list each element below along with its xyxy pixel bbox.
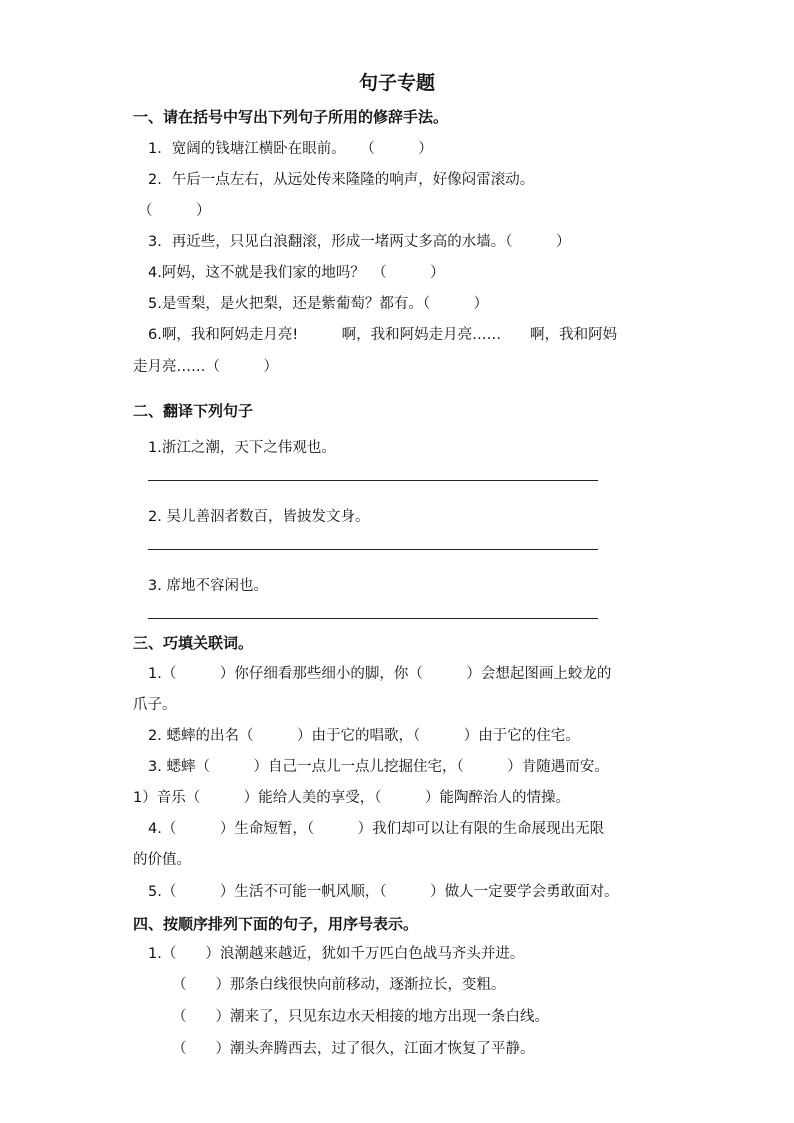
section1-line-6: 6.啊，我和阿妈走月亮! 啊，我和阿妈走月亮…… 啊，我和阿妈 xyxy=(148,327,618,343)
section2-item-2: 2. 吴儿善泅者数百，皆披发文身。 xyxy=(148,509,370,525)
section2-item-3: 3. 席地不容闲也。 xyxy=(148,578,268,594)
section1-line-3: 3．再近些，只见白浪翻滚，形成一堵两丈多高的水墙。（ ） xyxy=(148,234,571,250)
section3-line-1: 1.（ ）你仔细看那些细小的脚，你（ ）会想起图画上蛟龙的 xyxy=(148,666,612,682)
section3-line-4: 4.（ ）生命短暂，（ ）我们却可以让有限的生命展现出无限 xyxy=(148,821,605,837)
section4-line-3: （ ）潮来了，只见东边水天相接的地方出现一条白线。 xyxy=(172,1009,549,1025)
section1-line-5: 5.是雪梨，是火把梨，还是紫葡萄？都有。（ ） xyxy=(148,296,489,312)
section2-item-1: 1.浙江之潮，天下之伟观也。 xyxy=(148,440,336,456)
page-title: 句子专题 xyxy=(358,72,435,94)
section2-heading: 二、翻译下列句子 xyxy=(133,402,254,420)
section4-line-4: （ ）潮头奔腾西去，过了很久，江面才恢复了平静。 xyxy=(172,1041,535,1057)
section3-line-4-cont: 的价值。 xyxy=(133,852,191,868)
section4-heading: 四、按顺序排列下面的句子，用序号表示。 xyxy=(133,915,419,933)
answer-line-3 xyxy=(148,618,598,619)
section3-line-5: 5.（ ）生活不可能一帆风顺，（ ）做人一定要学会勇敢面对。 xyxy=(148,884,619,900)
section1-line-2: 2．午后一点左右，从远处传来隆隆的响声，好像闷雷滚动。 xyxy=(148,172,535,188)
section1-line-1: 1．宽阔的钱塘江横卧在眼前。 （ ） xyxy=(148,141,433,157)
section3-line-2: 2. 蟋蟀的出名（ ）由于它的唱歌，（ ）由于它的住宅。 xyxy=(148,728,580,744)
section3-line-music: 1）音乐（ ）能给人美的享受，（ ）能陶醉治人的情操。 xyxy=(133,790,570,806)
section3-heading: 三、巧填关联词。 xyxy=(133,634,254,652)
section3-line-3: 3. 蟋蟀（ ）自己一点儿一点儿挖掘住宅，（ ）肯随遇而安。 xyxy=(148,759,609,775)
section4-line-2: （ ）那条白线很快向前移动，逐渐拉长，变粗。 xyxy=(172,977,506,993)
section1-line-4: 4.阿妈，这不就是我们家的地吗？ （ ） xyxy=(148,265,445,281)
answer-line-2 xyxy=(148,549,598,550)
section3-line-1-cont: 爪子。 xyxy=(133,697,177,713)
section1-line-6-cont: 走月亮……（ ） xyxy=(133,359,278,375)
section1-heading: 一、请在括号中写出下列句子所用的修辞手法。 xyxy=(133,108,449,126)
section1-line-2-cont: （ ） xyxy=(138,203,211,219)
section4-line-1: 1.（ ）浪潮越来越近，犹如千万匹白色战马齐头并进。 xyxy=(148,946,525,962)
answer-line-1 xyxy=(148,480,598,481)
